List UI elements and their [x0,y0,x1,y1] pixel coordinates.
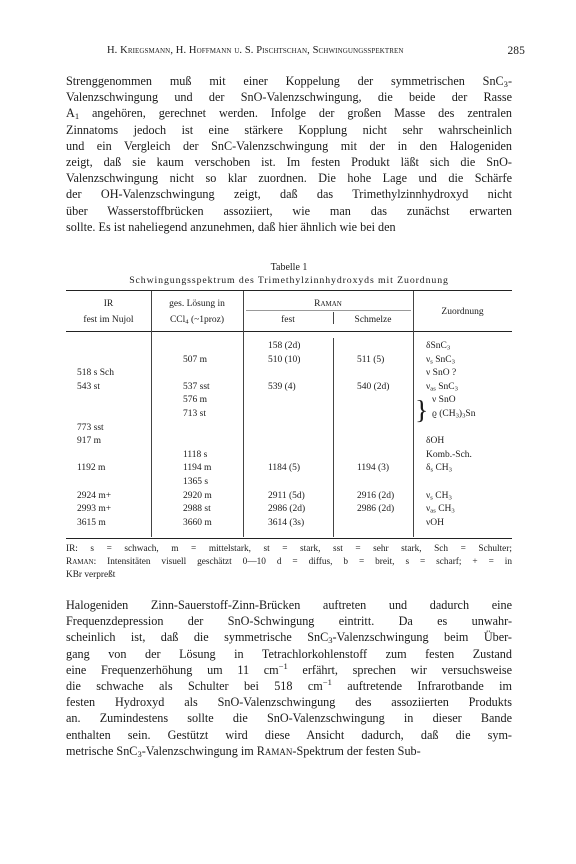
table-cell-fest: 510 (10) [268,354,301,365]
table-cell-zuordnung: $\delta_s$ $CH_3$ [426,463,452,475]
table-cell-sol: 537 sst [183,381,210,392]
table-legend [66,543,512,582]
table-cell-sol: 1365 s [183,477,209,487]
table-header-rule [66,331,512,332]
text-line: Frequenzdepression der SnO-Schwingung eintritt. Da es unwahr- [66,614,512,629]
header-zuordnung: Zuordnung [441,307,484,317]
table-cell-schmelze: 540 (2d) [357,381,390,392]
table-cell-fest: 539 (4) [268,381,296,392]
table-cell-zuordnung: ν SnO [432,395,456,406]
column-divider [333,338,334,537]
header-raman: Raman [314,299,342,309]
table-cell-sol: 2988 st [183,504,211,515]
table-cell-sol: 576 m [183,395,208,406]
table-cell-ir: 543 st [77,381,100,392]
text-line: über Wasserstoffbrücken assoziiert, wie man das zunächst erwarten [66,203,512,218]
column-divider [151,291,152,537]
table-cell-sol: 507 m [183,354,208,365]
text-line: Zinnatoms jedoch ist eine stärkere Kopplung nicht sehr wahrscheinlich [66,122,512,137]
running-header [107,45,525,57]
header-solution: ges. Lösung in [169,299,225,309]
table-cell-zuordnung: $\nu_s$ $CH_3$ [426,490,452,502]
table-cell-zuordnung: $\nu_{as}$ SnC$_3$ [426,381,458,393]
text-line: an. Zumindestens sollte die SnO-Valenzschwingung in dieser Bande [66,711,512,726]
table-cell-zuordnung: Komb.-Sch. [426,449,472,460]
text-line: scheinlich ist, daß die symmetrische SnC$_3$-Valenzschwingung beim Über- [66,630,512,646]
table-cell-fest: 1184 (5) [268,463,301,474]
table-cell-zuordnung: $\nu_s$ SnC$_3$ [426,354,455,366]
legend-line: Raman: Intensitäten visuell geschätzt 0—10 d = diffus, b = breit, s = scharf; + = in [66,557,512,567]
table-cell-zuordnung: ϱ $(CH_3)_3Sn$ [432,409,476,420]
table-top-rule [66,290,512,291]
table-cell-fest: 2986 (2d) [268,504,306,515]
table-cell-zuordnung: δSnC$_3$ [426,341,451,352]
text-line: Valenzschwingung und der SnO-Valenzschwingung, die beide der Rasse [66,90,512,105]
table-cell-ir: 518 s Sch [77,368,114,379]
table-cell-schmelze: 511 (5) [357,354,385,365]
table-cell-sol: 2920 m [183,490,212,501]
table-number: Tabelle 1 [270,262,308,273]
table-cell-fest: 3614 (3s) [268,517,305,528]
text-line: metrische SnC$_3$-Valenzschwingung im Raman-Spektrum der festen Sub- [66,743,421,759]
table-cell-ir: 2993 m+ [77,504,112,515]
brace-symbol: } [415,395,429,426]
table-bottom-rule [66,538,512,539]
text-line: festen Hydroxyd als SnO-Valenzschwingung des assoziierten Produkts [66,695,512,710]
table-cell-schmelze: 1194 (3) [357,463,390,474]
table-cell-sol: 1194 m [183,463,212,474]
text-line: Halogeniden Zinn-Sauerstoff-Zinn-Brücken auftreten und dadurch eine [66,598,512,612]
header-solution-sub: CCl$_4$ (~1proz) [169,315,225,326]
text-line: zeigt, daß sie kaum verschoben ist. Im festen Produkt läßt sich die SnO- [66,154,512,169]
paragraph-1 [66,73,512,235]
raman-subheader-rule [246,310,411,311]
table-cell-schmelze: 2986 (2d) [357,504,395,515]
text-line: enthalten sein. Gestützt wird diese Ansicht dadurch, daß die sym- [66,727,512,742]
header-authors: H. Kriegsmann, H. Hoffmann u. S. Pischtschan, Schwingungsspektren [107,45,404,56]
table-cell-ir: 3615 m [77,517,106,528]
legend-line: IR: s = schwach, m = mittelstark, st = stark, sst = sehr stark, Sch = Schulter; [66,544,512,554]
header-ir: IR [103,299,114,309]
table-cell-ir: 1192 m [77,463,106,474]
table-cell-zuordnung: δOH [426,436,445,447]
text-line: der OH-Valenzschwingung zeigt, daß das Trimethylzinnhydroxyd nicht [66,187,512,202]
table-cell-schmelze: 2916 (2d) [357,490,395,501]
table-cell-ir: 917 m [77,436,102,447]
legend-line: KBr verpreßt [66,570,116,580]
table-caption: Schwingungsspektrum des Trimethylzinnhydroxyds mit Zuordnung [129,275,449,286]
table-cell-sol: 3660 m [183,517,212,528]
table-cell-zuordnung: ν SnO ? [426,368,457,379]
table-cell-ir: 773 sst [77,422,104,433]
header-raman-schmelze: Schmelze [354,315,392,325]
table-cell-ir: 2924 m+ [77,490,112,501]
paragraph-2 [66,597,512,759]
text-line: gang von der Lösung in Tetrachlorkohlenstoff zum festen Zustand [66,646,512,661]
column-divider [243,291,244,537]
text-line: und ein Vergleich der SnC-Valenzschwingung mit der in den Halogeniden [66,138,512,153]
text-line: Strenggenommen muß mit einer Koppelung der symmetrischen SnC$_3$- [66,74,512,90]
text-line: Valenzschwingung nicht so klar zuordnen. Die hohe Lage und die Schärfe [66,171,512,186]
table-cell-sol: 1118 s [183,449,208,460]
text-line: eine Frequenzerhöhung um 11 $cm^{-1}$ erfährt, sprechen wir versuchsweise [66,660,512,677]
text-line: $A_1$ angehören, gerechnet werden. Infolge der großen Masse des zentralen [66,106,512,122]
header-raman-fest: fest [281,315,295,325]
header-ir-sub: fest im Nujol [83,315,134,325]
text-line: die schwache als Schulter bei 518 $cm^{-1}$ auftretende Infrarotbande im [66,676,512,693]
table-cell-fest: 2911 (5d) [268,490,305,501]
column-divider [413,291,414,537]
table-cell-sol: 713 st [183,409,206,419]
table-cell-zuordnung: $\nu_{as}$ $CH_3$ [426,504,455,515]
text-line: sollte. Es ist naheliegend anzunehmen, daß hier ähnlich wie bei den [66,219,396,234]
table-cell-zuordnung: νOH [426,517,445,528]
page-number: 285 [507,45,525,57]
table-cell-fest: 158 (2d) [268,341,301,351]
